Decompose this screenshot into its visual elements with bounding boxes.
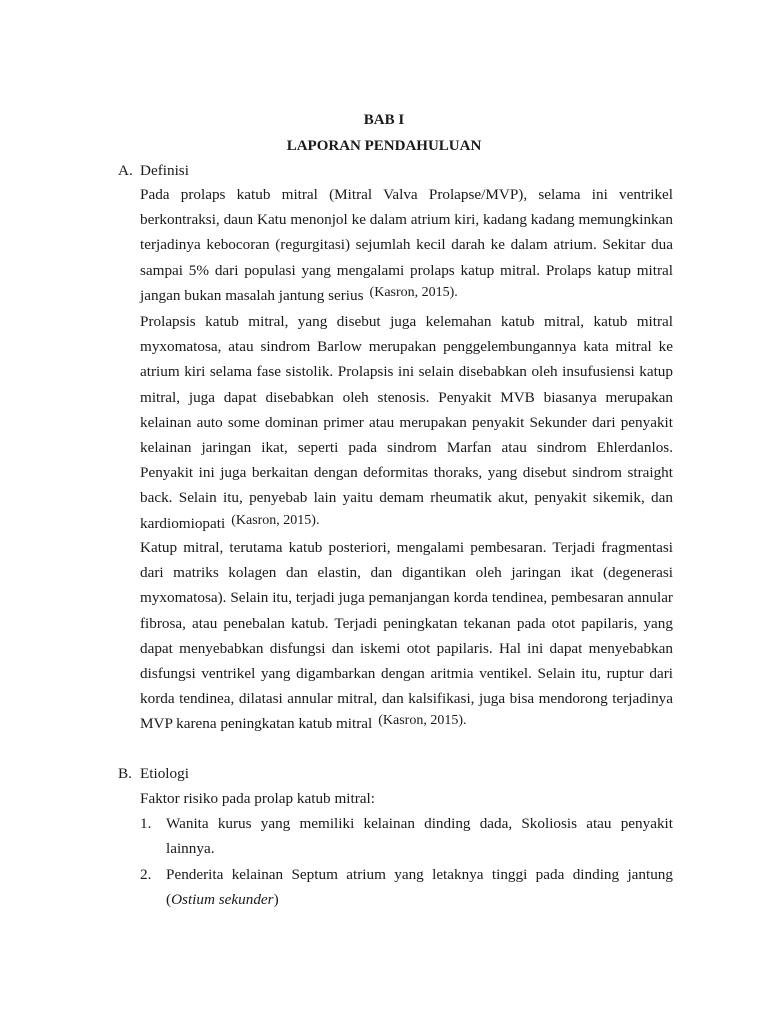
section-a-letter: A. bbox=[118, 162, 133, 179]
citation: (Kasron, 2015). bbox=[378, 713, 467, 729]
list-item-text: Penderita kelainan Septum atrium yang letaknya tinggi pada dinding jantung ( bbox=[166, 866, 673, 909]
section-a-title: Definisi bbox=[140, 162, 189, 179]
citation: (Kasron, 2015). bbox=[231, 512, 320, 528]
list-item-2 bbox=[166, 862, 673, 912]
section-b-letter: B. bbox=[118, 765, 132, 782]
section-b-title: Etiologi bbox=[140, 765, 189, 782]
list-item-number: 1. bbox=[140, 815, 152, 832]
chapter-number: BAB I bbox=[363, 112, 405, 128]
list-item-text-end: ) bbox=[273, 891, 279, 909]
chapter-title: LAPORAN PENDAHULUAN bbox=[286, 138, 482, 154]
paragraph-text: Pada prolaps katub mitral (Mitral Valva Prolapse/MVP), selama ini ventrikel berkontraksi, daun Katu menonjol ke dalam atrium kiri, kadang kadang memungkinkan terjadinya kebocoran (regurgitasi) sejumlah kecil darah ke dalam atrium. Sekitar dua sampai 5% dari populasi yang mengalami prolaps katup mitral. Prolaps katup mitral jangan bukan masalah jantung serius bbox=[140, 186, 673, 304]
paragraph-definisi-2 bbox=[140, 309, 673, 537]
paragraph-text: Katup mitral, terutama katub posteriori, mengalami pembesaran. Terjadi fragmentasi dari matriks kolagen dan elastin, dan digantikan oleh jaringan ikat (degenerasi myxomatosa). Selain itu, terjadi juga pemanjangan korda tendinea, pembesaran annular fibrosa, atau penebalan katub. Terjadi peningkatan tekanan pada otot papilaris, yang dapat menyebabkan disfungsi dan iskemi otot papilaris. Hal ini dapat menyebabkan disfungsi ventrikel yang digambarkan dengan aritmia ventikel. Selain itu, ruptur dari korda tendinea, dilatasi annular mitral, dan kalsifikasi, juga bisa mendorong terjadinya MVP karena peningkatan katub mitral bbox=[140, 539, 673, 733]
list-item-1: Wanita kurus yang memiliki kelainan dinding dada, Skoliosis atau penyakit lainnya. bbox=[166, 815, 673, 858]
list-item-number: 2. bbox=[140, 866, 152, 883]
paragraph-text: Prolapsis katub mitral, yang disebut juga kelemahan katub mitral, katub mitral myxomatosa, atau sindrom Barlow merupakan penggelembungannya kata mitral ke atrium kiri selama fase sistolik. Prolapsis ini selain disebabkan oleh insufusiensi katup mitral, juga dapat disebabkan oleh stenosis. Penyakit MVB biasanya merupakan kelainan auto some dominan primer atau merupakan penyakit Sekunder dari penyakit kelainan jaringan ikat, seperti pada sindrom Marfan atau sindrom Ehlerdanlos. Penyakit ini juga berkaitan dengan deformitas thoraks, yang disebut sindrom straight back. Selain itu, penyebab lain yaitu demam rheumatik akut, penyakit sikemik, dan kardiomiopati bbox=[140, 313, 673, 532]
etiologi-intro: Faktor risiko pada prolap katub mitral: bbox=[140, 790, 375, 807]
list-item-italic-text: Ostium sekunder bbox=[171, 891, 274, 909]
citation: (Kasron, 2015). bbox=[369, 284, 458, 300]
paragraph-definisi-1 bbox=[140, 182, 673, 309]
paragraph-definisi-3 bbox=[140, 535, 673, 738]
